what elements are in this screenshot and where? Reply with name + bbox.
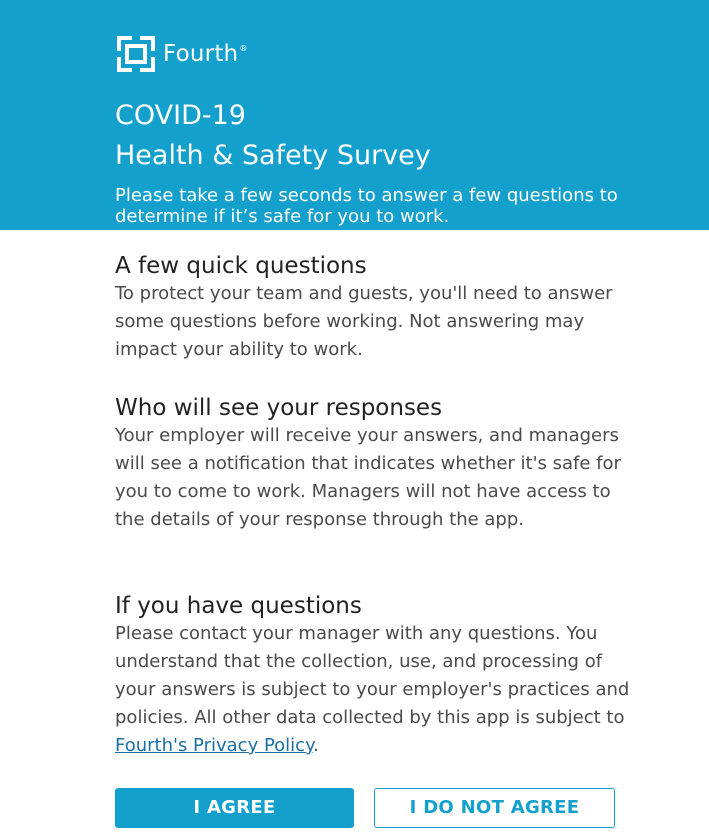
agree-button[interactable]: I AGREE	[115, 788, 354, 828]
privacy-policy-link[interactable]: Fourth's Privacy Policy	[115, 735, 314, 756]
brand-registered-mark: ®	[239, 44, 248, 53]
section-body: Your employer will receive your answers, and managers will see a notification that indicates whether it's safe for you to come to work. Managers will not have access to the details of your response through the app.	[115, 425, 621, 530]
section-body-end: .	[313, 735, 319, 756]
header-banner	[0, 0, 709, 230]
fourth-logo-icon	[115, 34, 157, 74]
brand-name: Fourth®	[163, 41, 248, 67]
brand-logo	[115, 34, 248, 74]
section-quick-questions	[115, 252, 635, 364]
section-heading: Who will see your responses	[115, 395, 443, 421]
section-body	[115, 620, 635, 760]
page-title-line2: Health & Safety Survey	[115, 140, 431, 171]
intro-text: Please take a few seconds to answer a few questions to determine if it’s safe for you to work.	[115, 185, 618, 227]
section-body-text: Please contact your manager with any questions. You understand that the collection, use, and processing of your answers is subject to your employer's practices and policies. All other data collected by this app is subject to	[115, 623, 630, 728]
section-heading: A few quick questions	[115, 253, 367, 279]
section-heading: If you have questions	[115, 593, 362, 619]
section-body: To protect your team and guests, you'll need to answer some questions before working. Not answering may impact your ability to work.	[115, 283, 613, 360]
page-title-line1: COVID-19	[115, 100, 246, 131]
disagree-button[interactable]: I DO NOT AGREE	[374, 788, 615, 828]
section-if-questions	[115, 592, 635, 760]
section-who-sees-responses	[115, 394, 635, 534]
